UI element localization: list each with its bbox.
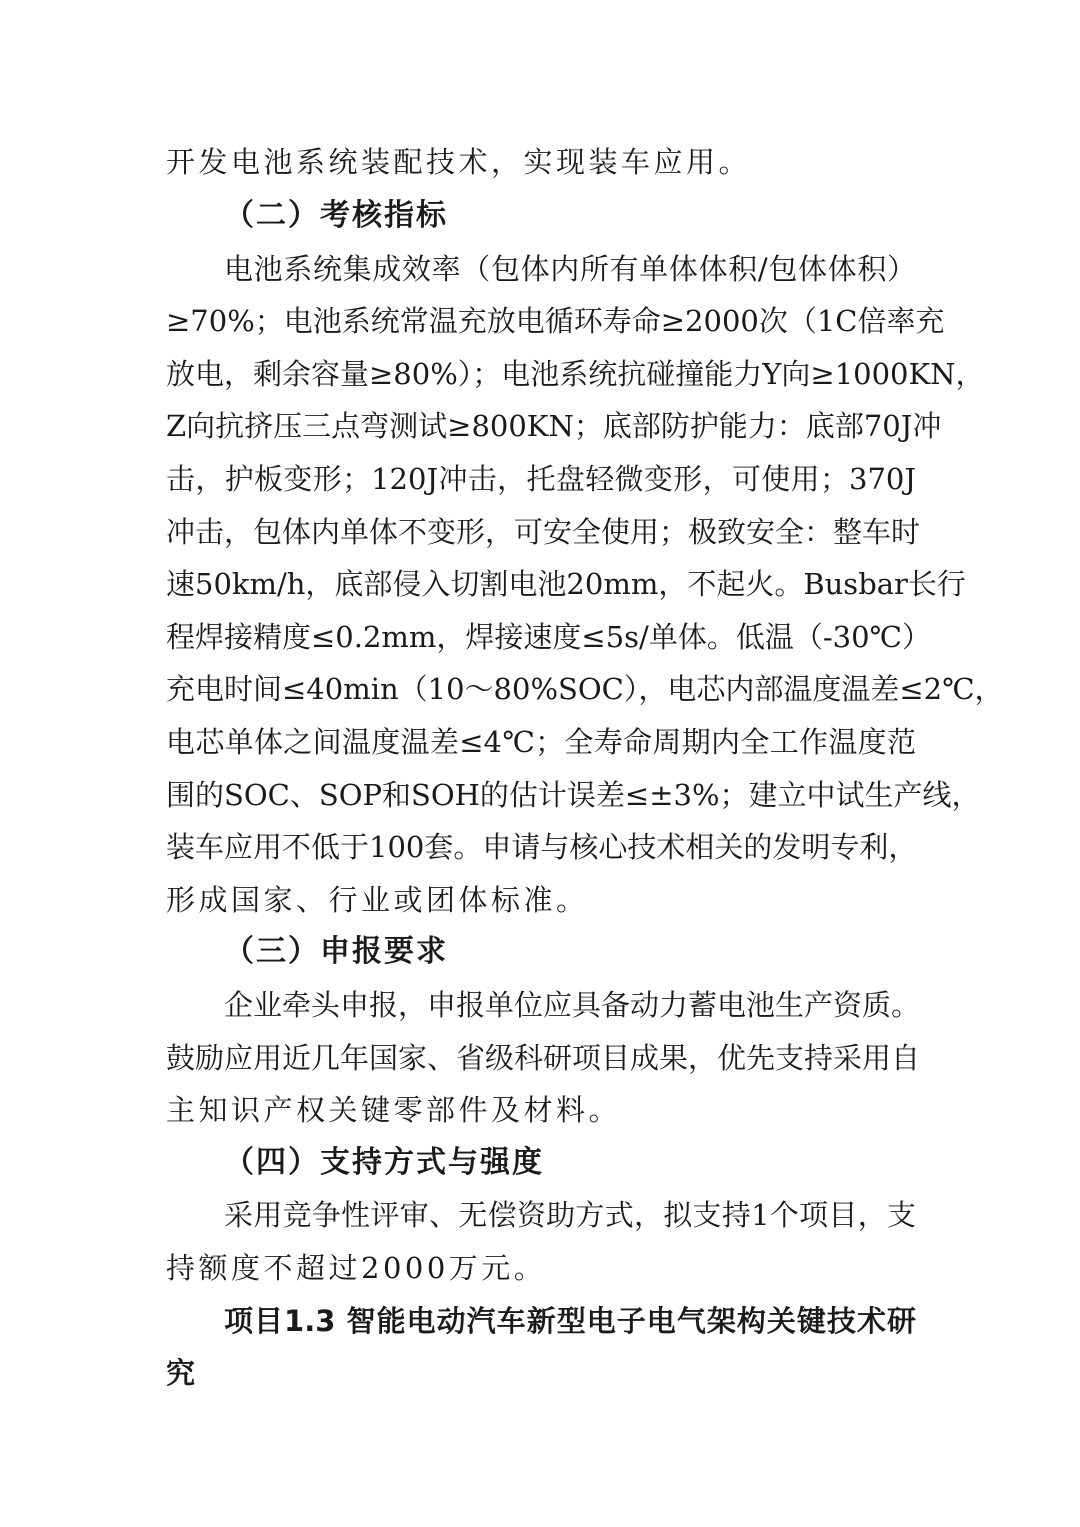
section-2-line: 冲击，包体内单体不变形，可安全使用；极致安全：整车时 (166, 515, 921, 549)
section-2-line: ≥70%；电池系统常温充放电循环寿命≥2000次（1C倍率充 (166, 304, 945, 338)
section-2-line: 电芯单体之间温度温差≤4℃；全寿命周期内全工作温度范 (166, 725, 916, 759)
section-2-line: 电池系统集成效率（包体内所有单体体积/包体体积） (224, 252, 916, 286)
section-2-line: 充电时间≤40min（10～80%SOC），电芯内部温度温差≤2℃， (166, 672, 1004, 706)
section-2-line: 装车应用不低于100套。申请与核心技术相关的发明专利， (166, 830, 918, 864)
intro-line-1: 开发电池系统装配技术，实现装车应用。 (166, 145, 752, 179)
section-2-line: 速50km/h，底部侵入切割电池20mm，不起火。Busbar长行 (166, 567, 966, 601)
section-3-line: 鼓励应用近几年国家、省级科研项目成果，优先支持采用自 (166, 1041, 921, 1075)
section-2-heading: （二）考核指标 (224, 198, 448, 233)
section-3-line: 企业牵头申报，申报单位应具备动力蓄电池生产资质。 (224, 988, 921, 1022)
project-title: 项目1.3 智能电动汽车新型电子电气架构关键技术研 (224, 1304, 916, 1338)
project-title-continued: 究 (166, 1356, 196, 1390)
section-2-line: 形成国家、行业或团体标准。 (166, 883, 589, 917)
section-4-line: 持额度不超过2000万元。 (166, 1251, 547, 1285)
section-4-heading: （四）支持方式与强度 (224, 1145, 544, 1180)
section-4-line: 采用竞争性评审、无偿资助方式，拟支持1个项目，支 (224, 1198, 916, 1232)
section-2-line: 放电，剩余容量≥80%）；电池系统抗碰撞能力Y向≥1000KN， (166, 357, 985, 391)
section-2-line: 围的SOC、SOP和SOH的估计误差≤±3%；建立中试生产线， (166, 778, 981, 812)
section-2-line: 击，护板变形；120J冲击，托盘轻微变形，可使用；370J (166, 462, 916, 496)
section-2-line: Z向抗挤压三点弯测试≥800KN；底部防护能力：底部70J冲 (166, 409, 942, 443)
section-2-line: 程焊接精度≤0.2mm，焊接速度≤5s/单体。低温（-30℃） (166, 620, 931, 654)
section-3-line: 主知识产权关键零部件及材料。 (166, 1093, 622, 1127)
section-3-heading: （三）申报要求 (224, 934, 448, 969)
